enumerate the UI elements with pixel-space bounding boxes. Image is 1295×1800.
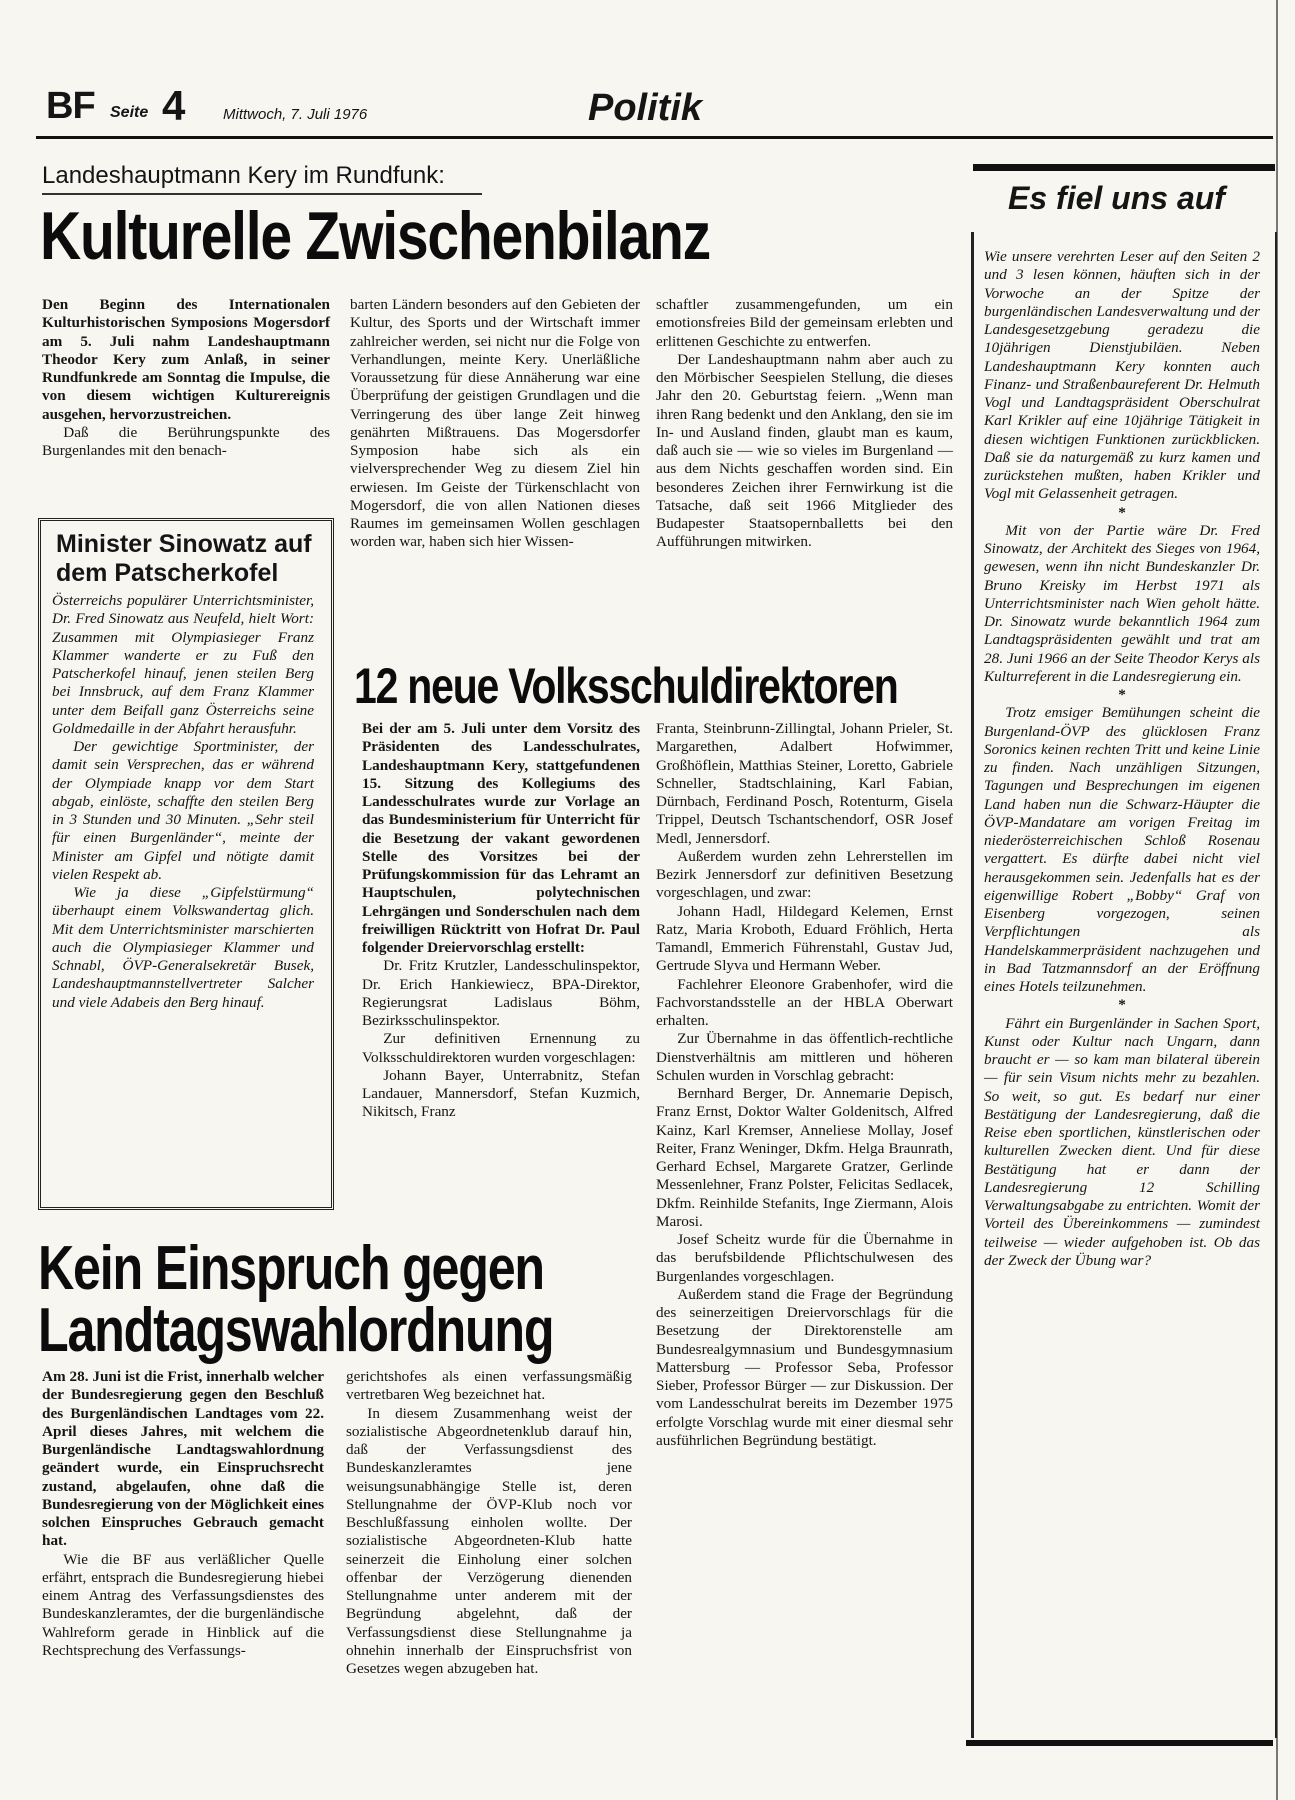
box-title: Minister Sinowatz auf dem Patscherkofel	[56, 530, 312, 587]
article2-paragraph: Franta, Steinbrunn-Zillingtal, Johann Prieler, St. Margarethen, Adalbert Hofwimmer, Großhöflein, Matthias Steiner, Loretto, Gabriele Schneller, Stadtschlaining, Karl Fabian, Dürnbach, Ferdinand Posch, Rotenturm, Gisela Trippel, Deutsch Tschantschendorf, OSR Josef Medl, Jennersdorf.	[656, 720, 953, 847]
article3-paragraph: gerichtshofes als einen verfassungsmäßig vertretbaren Weg bezeichnet hat.	[346, 1368, 632, 1404]
article1-paragraph: barten Ländern besonders auf den Gebieten der Kultur, des Sports und der Wirtschaft immer zahlreicher werden, sei nicht nur die Folge von Verhandlungen, meinte Kery. Unerläßliche Voraussetzung für diese Annäherung war eine Überprüfung der geistigen Grundlagen und die Verringerung des über lange Zeit hinweg genährten Mißtrauens. Das Mogersdorfer Symposion habe sich als ein vielversprechender Weg zu diesem Ziel hin erwiesen. Im Geiste der Türkenschlacht von Mogersdorf, die von allen Nationen dieses Raumes im gemeinsamen Wollen geschlagen worden war, haben sich hier Wissen-	[350, 296, 640, 551]
article2-paragraph: Zur Übernahme in das öffentlich-rechtliche Dienstverhältnis am mittleren und höheren Schulen wurden in Vorschlag gebracht:	[656, 1030, 953, 1084]
article3-headline-line: Kein Einspruch gegen	[38, 1234, 544, 1303]
sidebar-title: Es fiel uns auf	[1008, 180, 1225, 216]
article2-paragraph: Johann Bayer, Unterrabnitz, Stefan Landauer, Mannersdorf, Stefan Kuzmich, Nikitsch, Franz	[362, 1066, 640, 1121]
sidebar-top-rule	[973, 164, 1275, 171]
sidebar-separator: *	[1118, 996, 1126, 1014]
box-paragraph: Österreichs populärer Unterrichtsminister, Dr. Fred Sinowatz aus Neufeld, hielt Wort: Zusammen mit Olympiasieger Franz Klammer wanderte er zu Fuß den Patscherkofel hinauf, jenen steilen Berg bei Innsbruck, auf dem Franz Klammer unter dem Beifall ganz Österreichs seine Goldmedaille in der Abfahrt herausfuhr.	[52, 592, 314, 737]
article2-paragraph: Dr. Fritz Krutzler, Landesschulinspektor, Dr. Erich Hankiewiecz, BPA-Direktor, Regierungsrat Ladislaus Böhm, Bezirksschulinspektor.	[362, 957, 640, 1029]
article3-headline	[38, 1234, 554, 1365]
article2-paragraph: Fachlehrer Eleonore Grabenhofer, wird die Fachvorstandsstelle an der HBLA Oberwart erhalten.	[656, 975, 953, 1029]
article2-paragraph: Bernhard Berger, Dr. Annemarie Depisch, Franz Ernst, Doktor Walter Goldenitsch, Alfred Kainz, Karl Kremser, Anneliese Mollay, Josef Reiter, Franz Weninger, Dkfm. Helga Braunrath, Gerhard Echsel, Margarete Gratzer, Gerlinde Messenlehner, Franz Polster, Felicitas Sedlacek, Dkfm. Reinhilde Stefanits, Inge Ziermann, Alois Marosi.	[656, 1085, 953, 1230]
article2-paragraph: Außerdem wurden zehn Lehrerstellen im Bezirk Jennersdorf zur definitiven Besetzung vorgeschlagen, und zwar:	[656, 847, 953, 902]
article1-lead: Den Beginn des Internationalen Kulturhistorischen Symposions Mogersdorf am 5. Juli nahm Landeshauptmann Theodor Kery zum Anlaß, in seiner Rundfunkrede am Sonntag die Impulse, die von diesem wichtigen Kulturereignis ausgehen, hervorzustreichen.	[42, 296, 330, 423]
article3-headline-line: Landtagswahlordnung	[38, 1296, 554, 1365]
sidebar-bottom-rule	[966, 1740, 1273, 1746]
article2-paragraph: Zur definitiven Ernennung zu Volksschuldirektoren wurden vorgeschlagen:	[362, 1030, 640, 1066]
article2-lead: Bei der am 5. Juli unter dem Vorsitz des Präsidenten des Landesschulrates, Landeshauptmann Kery, stattgefundenen 15. Sitzung des Kollegiums des Landesschulrates wurde zur Vorlage an das Bundesministerium für Unterricht für die Besetzung der vakant gewordenen Stelle des Vorsitzes bei der Prüfungskommission für das Lehramt an Hauptschulen, polytechnischen Lehrgängen und Sonderschulen nach dem freiwilligen Rücktritt von Hofrat Dr. Paul folgender Dreiervorschlag erstellt:	[362, 720, 640, 956]
article1-paragraph: schaftler zusammengefunden, um ein emotionsfreies Bild der gemeinsam erlebten und erlittenen Geschichte zu entwerfen.	[656, 296, 953, 350]
masthead-logo: BF	[46, 85, 95, 127]
article2-paragraph: Außerdem stand die Frage der Begründung des seinerzeitigen Dreiervorschlags für die Besetzung der Direktorenstelle am Bundesrealgymnasium und Bundesgymnasium Mattersburg — Professor Seba, Professor Sieber, Professor Bürger — zur Diskussion. Der vom Landesschulrat bereits im Dezember 1975 erfolgte Vorschlag wurde mit einer diesmal sehr ausführlichen Begründung bestätigt.	[656, 1285, 953, 1449]
article3-column-1	[42, 1368, 324, 1660]
sidebar-separator: *	[1118, 686, 1126, 703]
sidebar-item: Fährt ein Burgenländer in Sachen Sport, Kunst oder Kultur nach Ungarn, dann braucht er — so kam man bilateral überein — für sein Visum nichts mehr zu bezahlen. So weit, so gut. Es bedarf nur einer Bestätigung der Landesregierung, daß die Reise eben sportlichen, künstlerischen oder kulturellen Zwecken dient. Und für diese Bestätigung hat er dann der Landesregierung 12 Schilling Verwaltungsabgabe zu entrichten. Womit der Vorteil des Übereinkommens — zumindest teilweise — wieder aufgehoben ist. Ob das der Zweck der Übung war?	[984, 1014, 1260, 1269]
article1-column-1	[42, 296, 330, 460]
page-label: Seite	[110, 104, 149, 121]
article2-headline: 12 neue Volksschuldirektoren	[354, 658, 898, 714]
article2-paragraph: Johann Hadl, Hildegard Kelemen, Ernst Ratz, Maria Kroboth, Eduard Fröhlich, Herta Tamandl, Emmerich Führenstahl, Gustav Jud, Gertrude Slyva und Hermann Weber.	[656, 902, 953, 975]
article1-kicker: Landeshauptmann Kery im Rundfunk:	[42, 162, 445, 189]
article1-headline: Kulturelle Zwischenbilanz	[40, 198, 710, 274]
article3-paragraph: Wie die BF aus verläßlicher Quelle erfährt, entsprach die Bundesregierung hiebei einem Antrag des Verfassungsdienstes des Bundeskanzleramtes, der die burgenländische Wahlreform gerade in Hinblick auf die Rechtsprechung des Verfassungs-	[42, 1550, 324, 1659]
article1-paragraph: Daß die Berührungspunkte des Burgenlandes mit den benach-	[42, 423, 330, 459]
kicker-underline	[42, 193, 482, 195]
article3-lead: Am 28. Juni ist die Frist, innerhalb welcher der Bundesregierung gegen den Beschluß des Burgenländischen Landtages vom 22. April dieses Jahres, mit welchem die Burgenländische Landtagswahlordnung geändert wurde, ein Einspruchsrecht zustand, abgelaufen, ohne daß die Bundesregierung von der Möglichkeit eines solchen Einspruches Gebrauch gemacht hat.	[42, 1368, 324, 1550]
sidebar-body	[984, 248, 1260, 1270]
sidebar-separator: *	[1118, 503, 1126, 521]
box-body	[52, 592, 314, 1012]
sidebar-item: Wie unsere verehrten Leser auf den Seiten 2 und 3 lesen können, häuften sich in der Vorwoche an der Spitze der burgenländischen Landesverwaltung und der Landesgesetzgebung geradezu die 10jährigen Dienstjubiläen. Neben Landeshauptmann Kery konnten auch Finanz- und Straßenbaureferent Dr. Helmuth Vogl und Landtagspräsident Oberschulrat Karl Krikler auf eine 10jährige Tätigkeit in diesen wichtigen Funktionen zurückblicken. Daß sie da naturgemäß zu kurz kamen und zurückstehen mußten, haben Krikler und Vogl mit Gelassenheit getragen.	[984, 248, 1260, 503]
sidebar-item: Trotz emsiger Bemühungen scheint die Burgenland-ÖVP des glücklosen Franz Soronics keinen rechten Tritt und keine Linie zu finden. Nach unzähligen Sitzungen, Tagungen und Besprechungen im eigenen Land haben nun die Schwarz-Häupter die ÖVP-Mandatare am vorigen Freitag im niederösterreichischen Schloß Rosenau vergattert. Es dürfte dabei nicht viel herausgekommen sein. Jedenfalls hat es der eigenwillige Robert „Bobby“ Graf von Eisenberg vorgezogen, seinen Verpflichtungen als Handelskammerpräsident nachzugehen und in Bad Tatzmannsdorf an der Eröffnung eines Hotels teilzunehmen.	[984, 704, 1260, 995]
article1-paragraph: Der Landeshauptmann nahm aber auch zu den Mörbischer Seespielen Stellung, die dieses Jahr den 20. Geburtstag feiern. „Wenn man ihren Rang bedenkt und den Anklang, den sie im In- und Ausland finden, glaubt man es kaum, daß auch sie — wie so vieles im Burgenland — aus dem Nichts geschaffen worden sind. Ein besonderes Zeichen ihrer Fernwirkung ist die Tatsache, daß seit 1966 Mitglieder des Budapester Staatsopernballetts bei den Aufführungen mitwirken.	[656, 350, 953, 551]
masthead-rule	[36, 136, 1273, 139]
article2-column-1	[362, 720, 640, 1122]
article2-column-2	[656, 720, 953, 1450]
section-title: Politik	[588, 87, 703, 129]
article3-column-2	[346, 1368, 632, 1678]
article3-paragraph: In diesem Zusammenhang weist der sozialistische Abgeordnetenklub darauf hin, daß der Verfassungsdienst des Bundeskanzleramtes jene weisungsunabhängige Stelle ist, deren Stellungnahme der ÖVP-Klub noch vor Beschlußfassung einholen wollte. Der sozialistische Abgeordneten-Klub hatte seinerzeit die Einholung einer solchen offenbar der Verzögerung dienenden Stellungnahme unter anderem mit der Begründung abgelehnt, daß der Verfassungsdienst diese Stellungnahme ja ohnehin innerhalb der Einspruchsfrist von Gesetzes wegen abzugeben hat.	[346, 1404, 632, 1677]
sidebar-item: Mit von der Partie wäre Dr. Fred Sinowatz, der Architekt des Sieges von 1964, gewesen, wenn ihn nicht Bundeskanzler Dr. Bruno Kreisky im Herbst 1971 als Unterrichtsminister nach Wien geholt hätte. Dr. Sinowatz wurde bekanntlich 1964 zum Landtagspräsidenten gewählt und trat am 28. Juni 1966 an der Seite Theodor Kerys als Kulturreferent in die Landesregierung ein.	[984, 521, 1260, 685]
article2-paragraph: Josef Scheitz wurde für die Übernahme in das berufsbildende Pflichtschulwesen des Burgenlandes vorgeschlagen.	[656, 1231, 953, 1285]
box-paragraph: Der gewichtige Sportminister, der damit sein Versprechen, das er während der Olympiade knapp vor dem Start abgab, einlöste, schaffte den steilen Berg in 3 Stunden und 30 Minuten. „Sehr steil für einen Burgenländer“, meinte der Minister am Gipfel und nötigte damit vielen Respekt ab.	[52, 738, 314, 883]
article1-column-3	[656, 296, 953, 552]
article1-column-2	[350, 296, 640, 552]
box-paragraph: Wie ja diese „Gipfelstürmung“ überhaupt einem Volkswandertag glich. Mit dem Unterrichtsminister marschierten auch die Olympiasieger Klammer und Schnabl, ÖVP-Generalsekretär Busek, Landeshauptmannstellvertreter Salcher und viele Adabeis den Berg hinauf.	[52, 884, 314, 1011]
page-number: 4	[162, 82, 186, 129]
issue-date: Mittwoch, 7. Juli 1976	[223, 106, 368, 123]
